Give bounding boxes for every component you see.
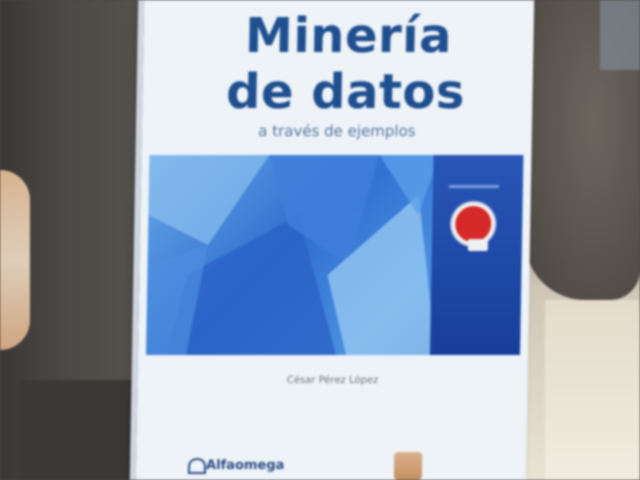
skin-highlight [0, 170, 30, 350]
badge-line [449, 185, 499, 188]
wall [545, 300, 640, 480]
sleeve [600, 0, 640, 70]
publisher-logo-icon [188, 458, 206, 474]
badge-tag [468, 239, 488, 251]
book-subtitle: a través de ejemplos [258, 122, 416, 140]
cover-artwork [146, 155, 523, 355]
thumbnail-image [394, 452, 422, 480]
book-author: César Pérez López [286, 375, 379, 386]
book-title-line2: de datos [225, 64, 466, 120]
book-cover [136, 0, 534, 480]
book-title-line1: Minería [244, 8, 453, 64]
book-publisher: Alfaomega [205, 458, 285, 473]
